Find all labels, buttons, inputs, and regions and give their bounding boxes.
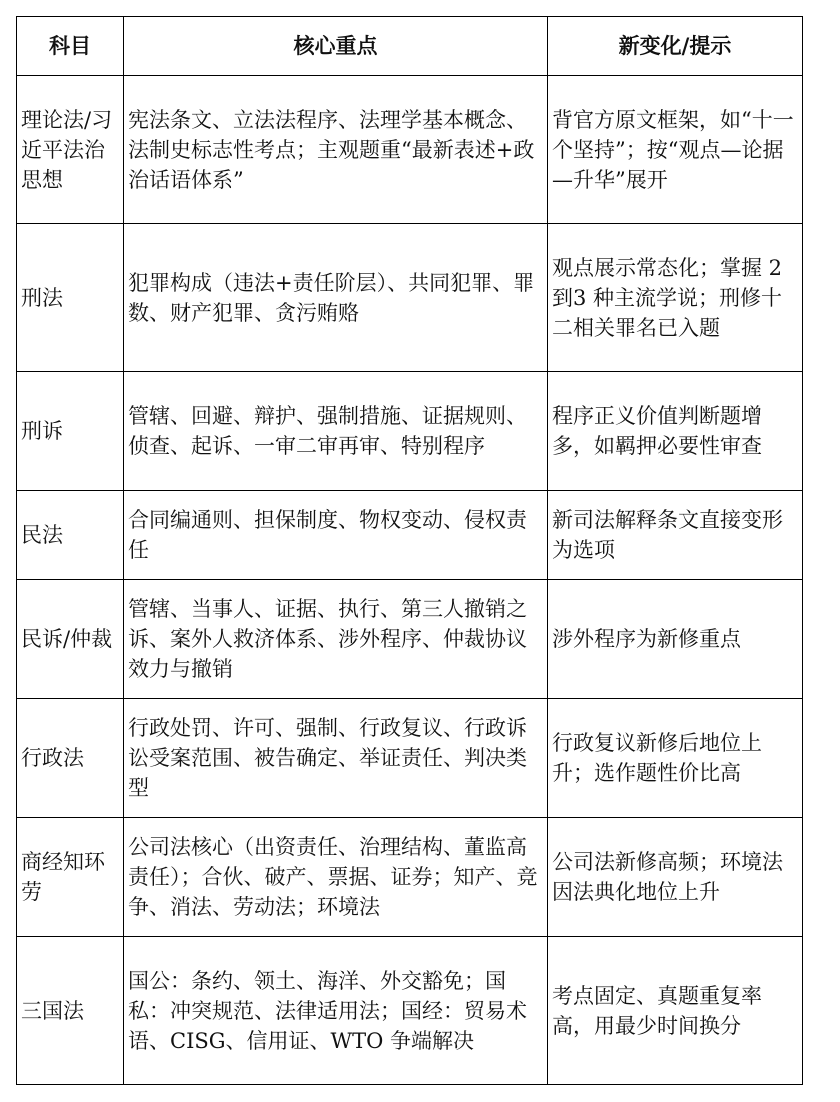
table-row <box>17 372 803 491</box>
table-header-row <box>17 17 803 76</box>
table-row <box>17 224 803 372</box>
subject-cell: 刑法 <box>17 224 124 372</box>
table-row <box>17 818 803 937</box>
table-row <box>17 491 803 580</box>
tips-cell: 考点固定、真题重复率高，用最少时间换分 <box>548 937 803 1085</box>
header-focus: 核心重点 <box>124 17 548 76</box>
subject-cell: 理论法/习近平法治思想 <box>17 76 124 224</box>
focus-cell: 宪法条文、立法法程序、法理学基本概念、法制史标志性考点；主观题重“最新表述+政治话语体系” <box>124 76 548 224</box>
focus-cell: 公司法核心（出资责任、治理结构、董监高责任）；合伙、破产、票据、证券；知产、竞争、消法、劳动法；环境法 <box>124 818 548 937</box>
subject-cell: 民诉/仲裁 <box>17 580 124 699</box>
focus-cell: 犯罪构成（违法+责任阶层）、共同犯罪、罪数、财产犯罪、贪污贿赂 <box>124 224 548 372</box>
focus-cell: 行政处罚、许可、强制、行政复议、行政诉讼受案范围、被告确定、举证责任、判决类型 <box>124 699 548 818</box>
table-row <box>17 937 803 1085</box>
table-row <box>17 580 803 699</box>
header-subject: 科目 <box>17 17 124 76</box>
subject-cell: 商经知环劳 <box>17 818 124 937</box>
tips-cell: 背官方原文框架，如“十一个坚持”；按“观点—论据—升华”展开 <box>548 76 803 224</box>
subject-cell: 刑诉 <box>17 372 124 491</box>
table-row <box>17 76 803 224</box>
focus-cell: 国公：条约、领土、海洋、外交豁免；国私：冲突规范、法律适用法；国经：贸易术语、CISG、信用证、WTO 争端解决 <box>124 937 548 1085</box>
tips-cell: 涉外程序为新修重点 <box>548 580 803 699</box>
focus-cell: 合同编通则、担保制度、物权变动、侵权责任 <box>124 491 548 580</box>
subject-cell: 民法 <box>17 491 124 580</box>
tips-cell: 行政复议新修后地位上升；选作题性价比高 <box>548 699 803 818</box>
tips-cell: 观点展示常态化；掌握 2到3 种主流学说；刑修十二相关罪名已入题 <box>548 224 803 372</box>
table-row <box>17 699 803 818</box>
tips-cell: 程序正义价值判断题增多，如羁押必要性审查 <box>548 372 803 491</box>
tips-cell: 新司法解释条文直接变形为选项 <box>548 491 803 580</box>
tips-cell: 公司法新修高频；环境法因法典化地位上升 <box>548 818 803 937</box>
study-focus-table <box>16 16 803 1085</box>
focus-cell: 管辖、回避、辩护、强制措施、证据规则、侦查、起诉、一审二审再审、特别程序 <box>124 372 548 491</box>
subject-cell: 三国法 <box>17 937 124 1085</box>
header-tips: 新变化/提示 <box>548 17 803 76</box>
focus-cell: 管辖、当事人、证据、执行、第三人撤销之诉、案外人救济体系、涉外程序、仲裁协议效力与撤销 <box>124 580 548 699</box>
subject-cell: 行政法 <box>17 699 124 818</box>
